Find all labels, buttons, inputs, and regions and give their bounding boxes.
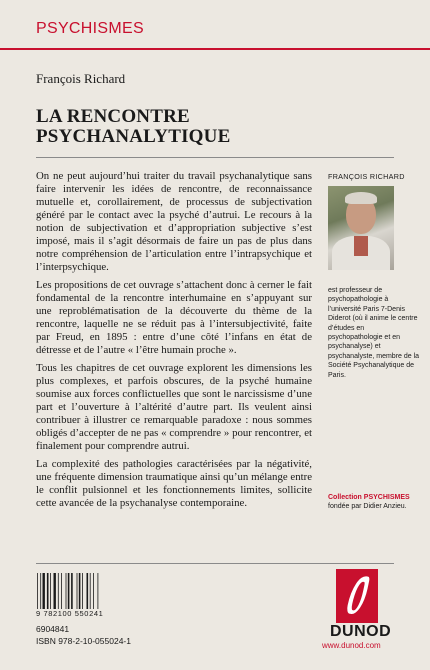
- blurb-paragraph-3: Tous les chapitres de cet ouvrage explorent les dimensions les plus complexes, et parfois obscures, de la psyché humaine soumise aux forces conflictuelles que sont le narcissisme d’une part et l’ouverture à l’altérité d’autre part. Ils veulent ainsi contribuer à illustrer ce remarquable paradoxe : nous sommes obligés d’accepter de ne pas « comprendre » pour rencontrer, et finalement pour comprendre autrui.: [36, 362, 312, 452]
- photo-hair: [345, 192, 377, 204]
- title-line-2: PSYCHANALYTIQUE: [36, 126, 231, 147]
- collection-label: Collection PSYCHISMES: [328, 494, 410, 501]
- divider-bottom: [36, 563, 394, 564]
- barcode: [36, 573, 122, 609]
- barcode-bar: [50, 573, 51, 609]
- title-line-1: LA RENCONTRE: [36, 106, 190, 127]
- series-name: PSYCHISMES: [36, 20, 144, 37]
- publisher-url[interactable]: www.dunod.com: [322, 641, 381, 650]
- barcode-bar: [61, 573, 62, 609]
- blurb-text: [36, 170, 312, 515]
- publisher-name: DUNOD: [330, 623, 392, 640]
- barcode-bar: [71, 573, 73, 609]
- barcode-bar: [40, 573, 41, 609]
- barcode-bar: [37, 573, 38, 609]
- author-photo: [328, 186, 394, 270]
- header-rule: [0, 48, 430, 50]
- isbn: ISBN 978-2-10-055024-1: [36, 636, 131, 646]
- book-title: [36, 107, 230, 147]
- dunod-logo-icon: [336, 569, 378, 623]
- collection-info: [328, 493, 410, 512]
- barcode-bar: [98, 573, 99, 609]
- barcode-bar: [47, 573, 49, 609]
- barcode-bar: [54, 573, 56, 609]
- blurb-paragraph-4: La complexité des pathologies caractérisées par la négativité, une fréquente dimension traumatique ainsi qu’un mélange entre le conflit pulsionnel et les fonctionnements limites, sollicite cette avancée de la psychanalyse contemporaine.: [36, 458, 312, 509]
- barcode-bar: [77, 573, 78, 609]
- barcode-number: 9 782100 550241: [36, 609, 104, 618]
- blurb-paragraph-1: On ne peut aujourd’hui traiter du travail psychanalytique sans faire intervenir les idées de rencontre, de reconnaissance mutuelle et, corollairement, de processus de subjectivation généré par le contact avec la psyché d’autrui. Le recours à la notion de subjectivation et d’appropriation subjective s’est imposé, mais il s’agit désormais de faire un pas de plus dans notre compréhension de l’articulation entre l’intrapsychique et l’interpsychique.: [36, 170, 312, 273]
- barcode-bar: [82, 573, 83, 609]
- blurb-paragraph-2: Les propositions de cet ouvrage s’attachent donc à cerner le fait fondamental de la rencontre interhumaine en s’appuyant sur une reproblématisation de la découverte du thème de la rencontre, laquelle ne se réduit pas à l’intersubjectivité, faite par Freud, en 1895 : entre d’une côté l’infans en état de détresse et de l’autre « l’être humain proche ».: [36, 279, 312, 356]
- barcode-bar: [93, 573, 94, 609]
- book-author: François Richard: [36, 71, 126, 86]
- author-bio: est professeur de psychopathologie à l’université Paris 7-Denis Diderot (où il anime le centre d’études en psychopathologie et en psychanalyse) et psychanalyste, membre de la Société Psychanalytique de Paris.: [328, 287, 420, 379]
- divider-top: [36, 157, 394, 158]
- barcode-bar: [66, 573, 67, 609]
- barcode-bar: [90, 573, 91, 609]
- collection-note: fondée par Didier Anzieu.: [328, 503, 407, 511]
- barcode-bar: [79, 573, 81, 609]
- barcode-bar: [58, 573, 59, 609]
- product-code: 6904841: [36, 624, 70, 634]
- photo-tie: [354, 236, 368, 256]
- barcode-bar: [68, 573, 70, 609]
- sidebar-author: FRANÇOIS RICHARD: [328, 172, 405, 181]
- barcode-bar: [87, 573, 89, 609]
- barcode-bar: [43, 573, 45, 609]
